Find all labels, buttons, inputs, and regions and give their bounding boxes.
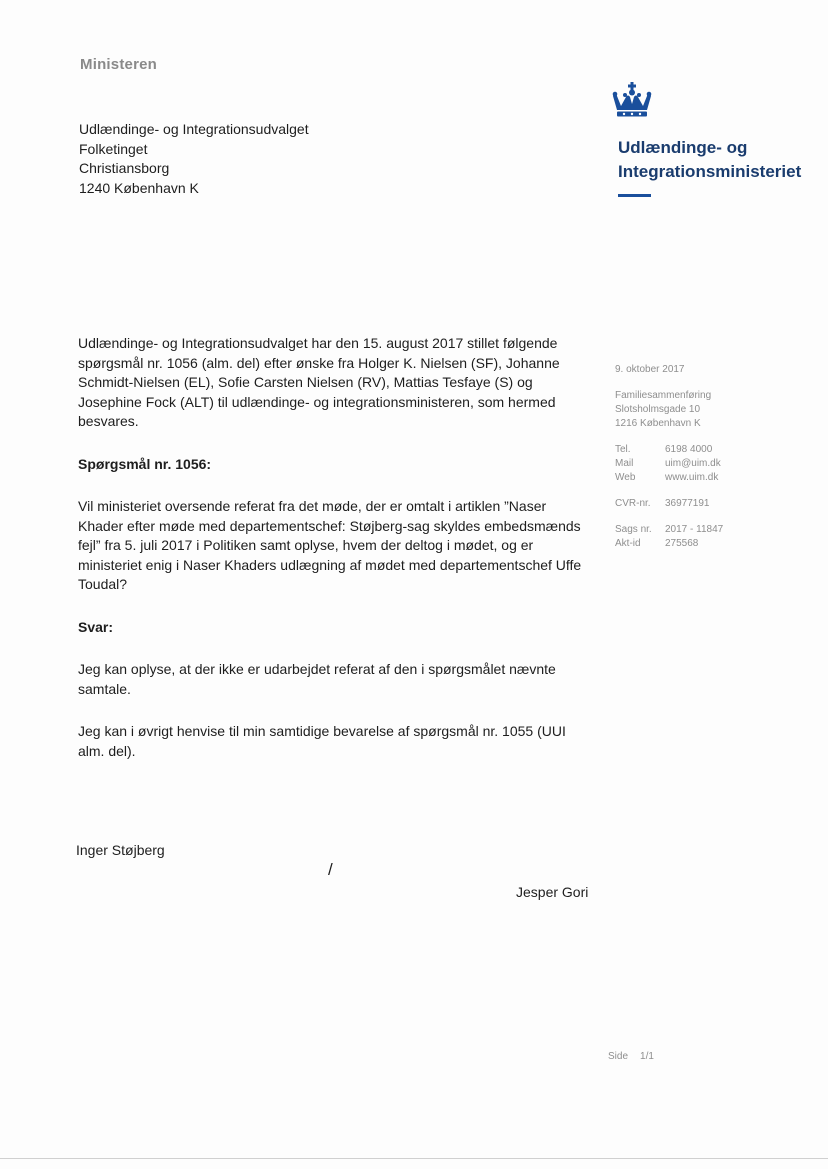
akt-value: 275568 bbox=[665, 538, 699, 549]
recipient-line: 1240 København K bbox=[79, 179, 199, 196]
page-label: Side bbox=[608, 1051, 629, 1062]
minister-signature: Inger Støjberg bbox=[76, 842, 165, 858]
street-address: Slotsholmsgade 10 bbox=[615, 404, 701, 415]
letter-date: 9. oktober 2017 bbox=[615, 364, 685, 375]
web-row bbox=[615, 471, 723, 485]
web-value: www.uim.dk bbox=[665, 472, 719, 483]
akt-row bbox=[615, 537, 723, 551]
tel-row bbox=[615, 443, 723, 457]
akt-label: Akt-id bbox=[615, 538, 641, 549]
sags-value: 2017 - 11847 bbox=[665, 524, 724, 535]
intro-paragraph: Udlændinge- og Integrationsudvalget har den 15. august 2017 stillet følgende spørgsmål nr. 1056 (alm. del) efter ønske fra Holger K. Nielsen (SF), Johanne Schmidt-Nielsen (EL), Sofie Carsten Nielsen (RV), Mattias Tesfaye (S) og Josephine Fock (ALT) til udlændinge- og integrationsministeren, som hermed besvares. bbox=[78, 335, 560, 429]
ministry-name bbox=[618, 136, 801, 184]
question-heading: Spørgsmål nr. 1056: bbox=[78, 455, 212, 472]
sender-label: Ministeren bbox=[80, 56, 158, 73]
sidebar-details bbox=[615, 363, 723, 563]
royal-crown-icon bbox=[610, 82, 654, 118]
answer-heading: Svar: bbox=[78, 618, 114, 635]
page-value: 1/1 bbox=[640, 1051, 654, 1062]
tel-label: Tel. bbox=[615, 444, 631, 455]
answer-paragraph-2: Jeg kan i øvrigt henvise til min samtidige bevarelse af spørgsmål nr. 1055 (UUI alm. del). bbox=[78, 723, 566, 759]
page-number bbox=[608, 1051, 654, 1062]
logo-divider bbox=[618, 194, 651, 197]
tel-value: 6198 4000 bbox=[665, 444, 713, 455]
ministry-name-line1: Udlændinge- og bbox=[618, 138, 748, 157]
signature-separator: / bbox=[328, 860, 333, 879]
cvr-row bbox=[615, 497, 723, 511]
letter-body bbox=[78, 334, 588, 784]
sags-label: Sags nr. bbox=[615, 524, 652, 535]
city-address: 1216 København K bbox=[615, 418, 701, 429]
department-name: Familiesammenføring bbox=[615, 390, 712, 401]
cvr-block bbox=[615, 497, 723, 511]
mail-label: Mail bbox=[615, 458, 634, 469]
cvr-label: CVR-nr. bbox=[615, 498, 651, 509]
question-paragraph: Vil ministeriet oversende referat fra det møde, der er omtalt i artiklen ”Naser Khader efter møde med departementschef: Støjberg-sag skyldes embedsmænds fejl” fra 5. juli 2017 i Politiken samt oplyse, hvem der deltog i mødet, og er ministeriet enig i Naser Khaders udlægning af mødet med departementschef Uffe Toudal? bbox=[78, 498, 582, 592]
ministry-name-line2: Integrationsministeriet bbox=[618, 162, 802, 181]
web-label: Web bbox=[615, 472, 636, 483]
answer-paragraph-1: Jeg kan oplyse, at der ikke er udarbejdet referat af den i spørgsmålet nævnte samtale. bbox=[78, 661, 556, 697]
cvr-value: 36977191 bbox=[665, 498, 710, 509]
sags-row bbox=[615, 523, 723, 537]
recipient-line: Udlændinge- og Integrationsudvalget bbox=[79, 121, 309, 137]
recipient-line: Christiansborg bbox=[79, 160, 170, 176]
contact-block bbox=[615, 443, 723, 485]
official-signature: Jesper Gori bbox=[516, 884, 589, 900]
sidebar-address bbox=[615, 389, 723, 431]
mail-row bbox=[615, 457, 723, 471]
recipient-line: Folketinget bbox=[79, 140, 148, 157]
recipient-address bbox=[79, 120, 309, 198]
mail-value: uim@uim.dk bbox=[665, 458, 721, 469]
page-edge-line bbox=[0, 1158, 828, 1159]
case-block bbox=[615, 523, 723, 551]
